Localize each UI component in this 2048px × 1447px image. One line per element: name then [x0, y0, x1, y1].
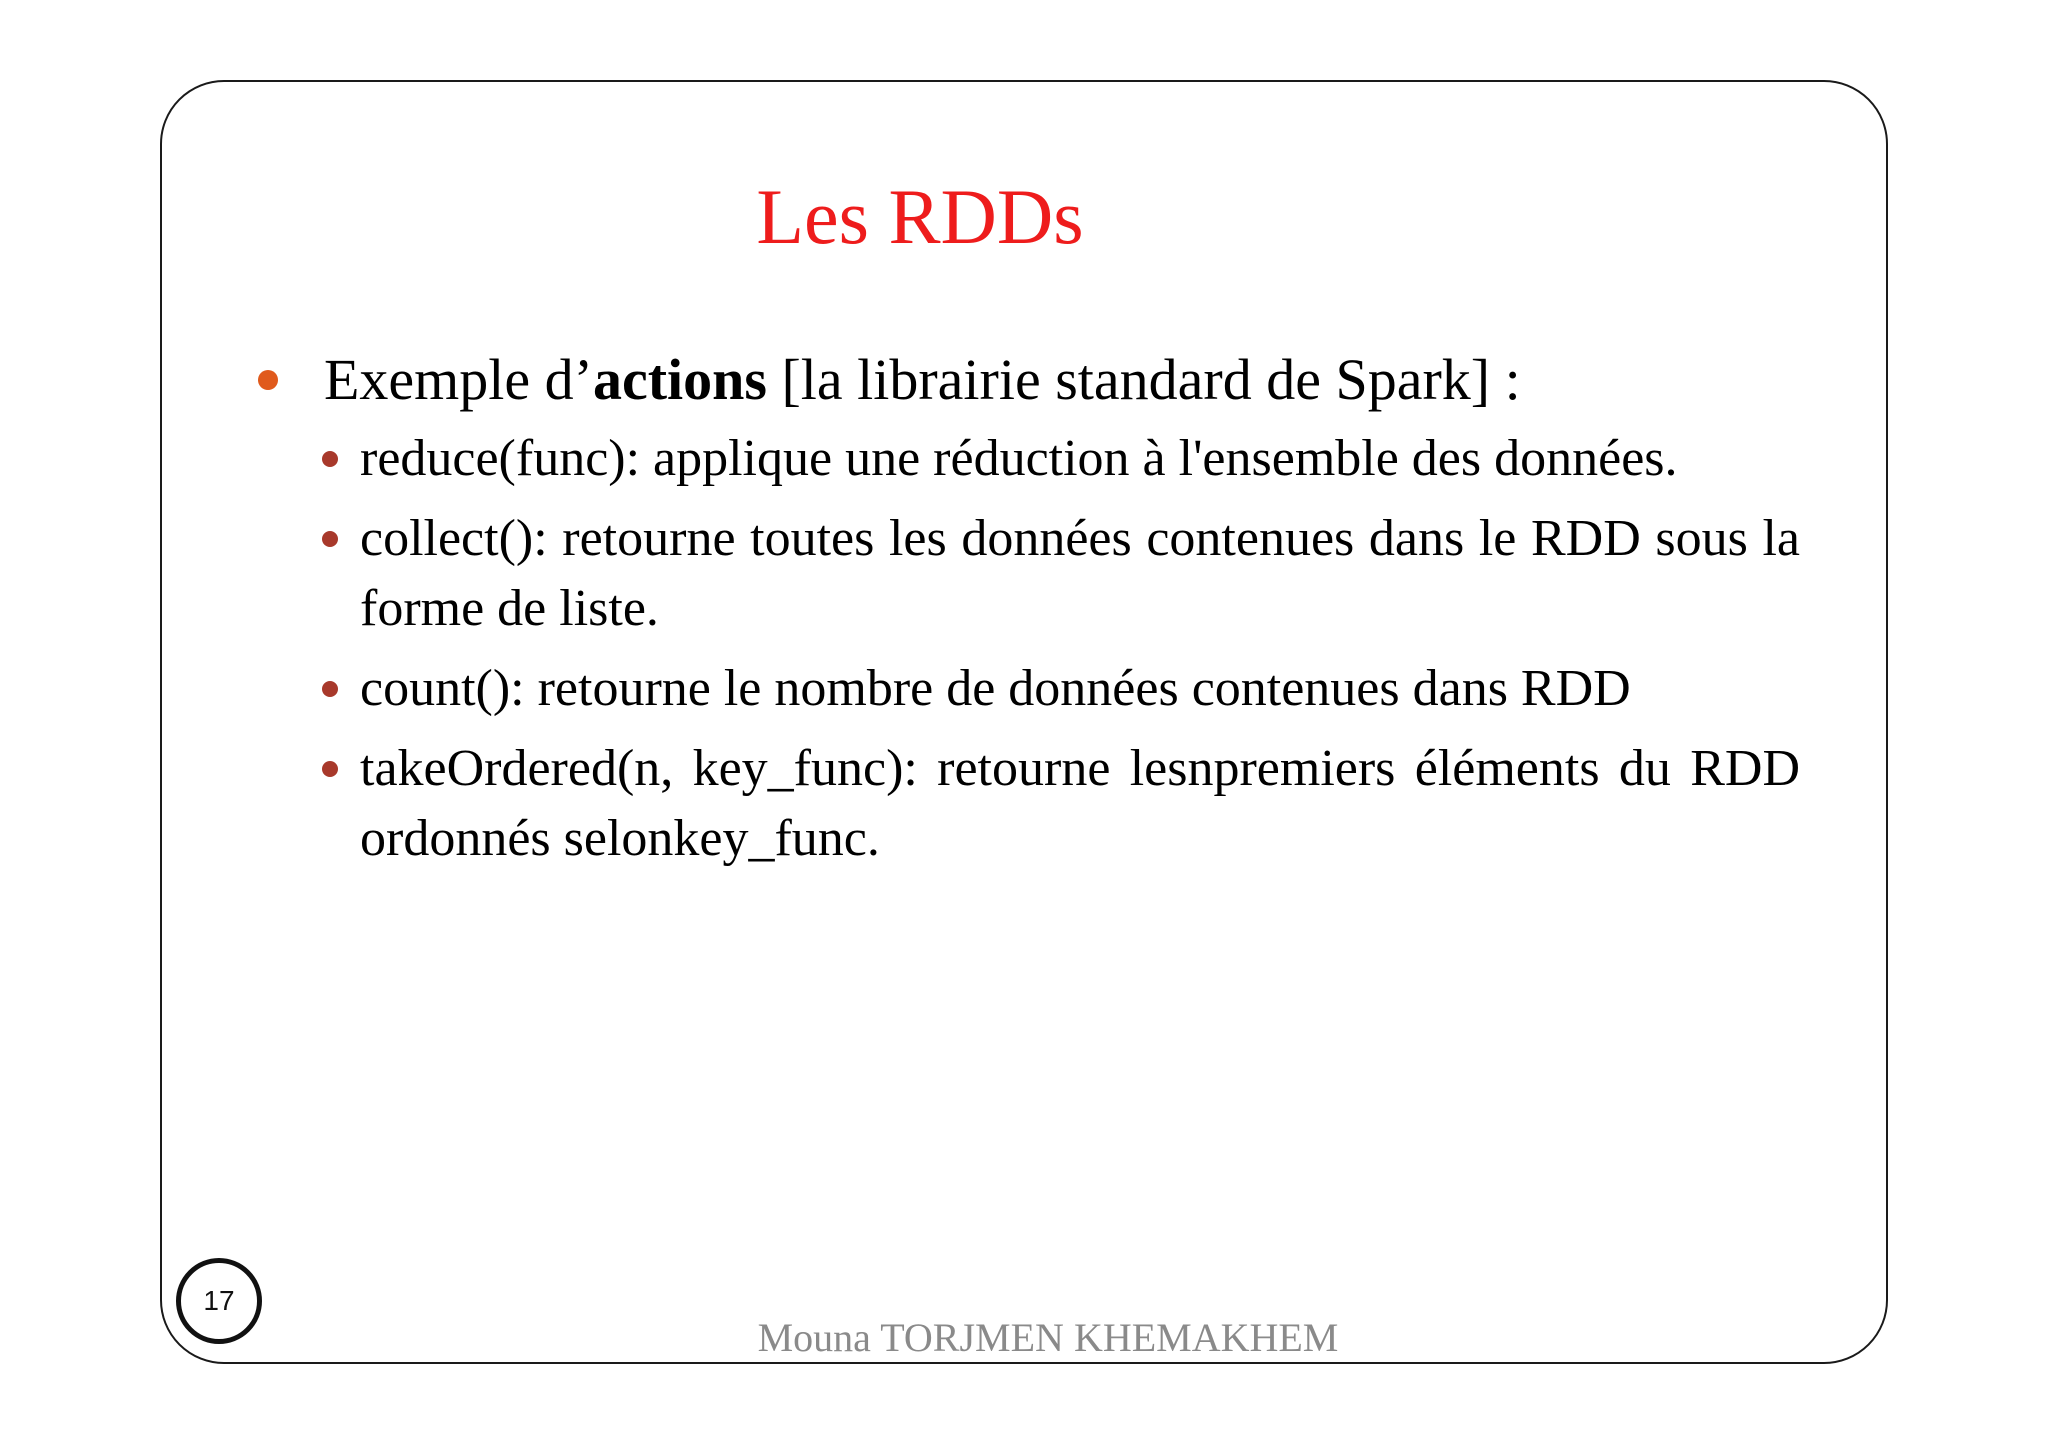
sub-bullet-collect: [360, 504, 1800, 644]
bullet-dot-icon: [258, 370, 278, 390]
main-bullet-prefix: Exemple d’: [324, 347, 593, 412]
sub-bullet-dot-icon: [322, 681, 338, 697]
main-bullet-bold: actions: [592, 347, 767, 412]
slide-title: Les RDDs: [756, 173, 1084, 260]
slide-content: [250, 342, 1800, 884]
sub-bullet-text: collect(): retourne toutes les données contenues dans le RDD sous la forme de liste.: [360, 510, 1800, 637]
footer-author: Mouna TORJMEN KHEMAKHEM: [757, 1315, 1339, 1360]
page-number: 17: [176, 1258, 262, 1344]
sub-bullet-reduce: [360, 424, 1800, 494]
main-bullet: [250, 342, 1800, 418]
sub-bullet-dot-icon: [322, 531, 338, 547]
sub-bullet-text: takeOrdered(n, key_func): retourne lesnpremiers éléments du RDD ordonnés selonkey_func.: [360, 740, 1800, 867]
sub-bullet-text: count(): retourne le nombre de données contenues dans RDD: [360, 660, 1631, 717]
sub-bullet-takeordered: [360, 734, 1800, 874]
sub-bullet-count: [360, 654, 1800, 724]
sub-bullet-dot-icon: [322, 761, 338, 777]
main-bullet-suffix: [la librairie standard de Spark] :: [766, 347, 1521, 412]
sub-bullet-list: [250, 424, 1800, 874]
sub-bullet-text: reduce(func): applique une réduction à l'ensemble des données.: [360, 430, 1678, 487]
sub-bullet-dot-icon: [322, 451, 338, 467]
